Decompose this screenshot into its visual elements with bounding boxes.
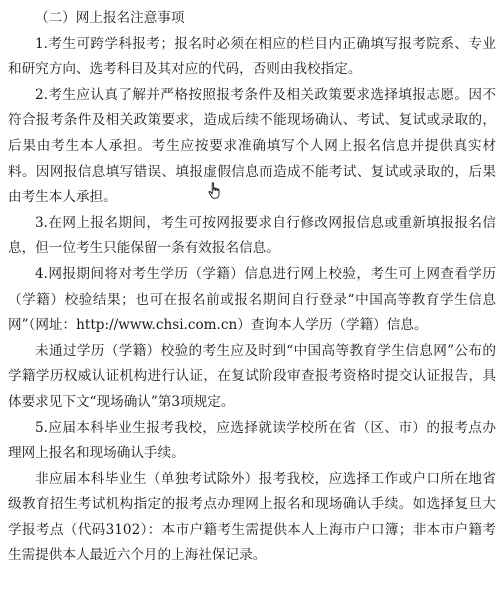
paragraph-2: 2.考生应认真了解并严格按照报考条件及相关政策要求选择填报志愿。因不符合报考条件及相关政策要求，造成后续不能现场确认、考试、复试或录取的，后果由考生本人承担。考生应按要求准确填写个人网上报名信息并提供真实材料。因网报信息填写错误、填报虚假信息而造成不能考试、复试或录取的，后果由考生本人承担。 — [8, 86, 496, 206]
paragraph-4-followup: 未通过学历（学籍）校验的考生应及时到“中国高等教育学生信息网”公布的学籍学历权威认证机构进行认证，在复试阶段审查报考资格时提交认证报告，具体要求见下文“现场确认”第3项规定。 — [8, 342, 496, 410]
paragraph-1: 1.考生可跨学科报考；报名时必须在相应的栏目内正确填写报考院系、专业和研究方向、选考科目及其对应的代码，否则由我校指定。 — [8, 35, 496, 78]
section-heading: （二）网上报名注意事项 — [35, 10, 185, 26]
paragraph-3: 3.在网上报名期间，考生可按网报要求自行修改网报信息或重新填报报名信息，但一位考生只能保留一条有效报名信息。 — [8, 214, 496, 257]
paragraph-5: 5.应届本科毕业生报考我校，应选择就读学校所在省（区、市）的报考点办理网上报名和现场确认手续。 — [8, 419, 496, 462]
paragraph-5-followup: 非应届本科毕业生（单独考试除外）报考我校，应选择工作或户口所在地省级教育招生考试机构指定的报考点办理网上报名和现场确认手续。如选择复旦大学报考点（代码3102）：本市户籍考生需提供本人上海市户口簿；非本市户籍考生需提供本人最近六个月的上海社保记录。 — [8, 470, 496, 564]
hand-pointer-icon — [208, 182, 222, 200]
paragraph-4: 4.网报期间将对考生学历（学籍）信息进行网上校验，考生可上网查看学历（学籍）校验结果；也可在报名前或报名期间自行登录“中国高等教育学生信息网”（网址：http://www.chsi.com.cn）查询本人学历（学籍）信息。 — [8, 265, 496, 334]
